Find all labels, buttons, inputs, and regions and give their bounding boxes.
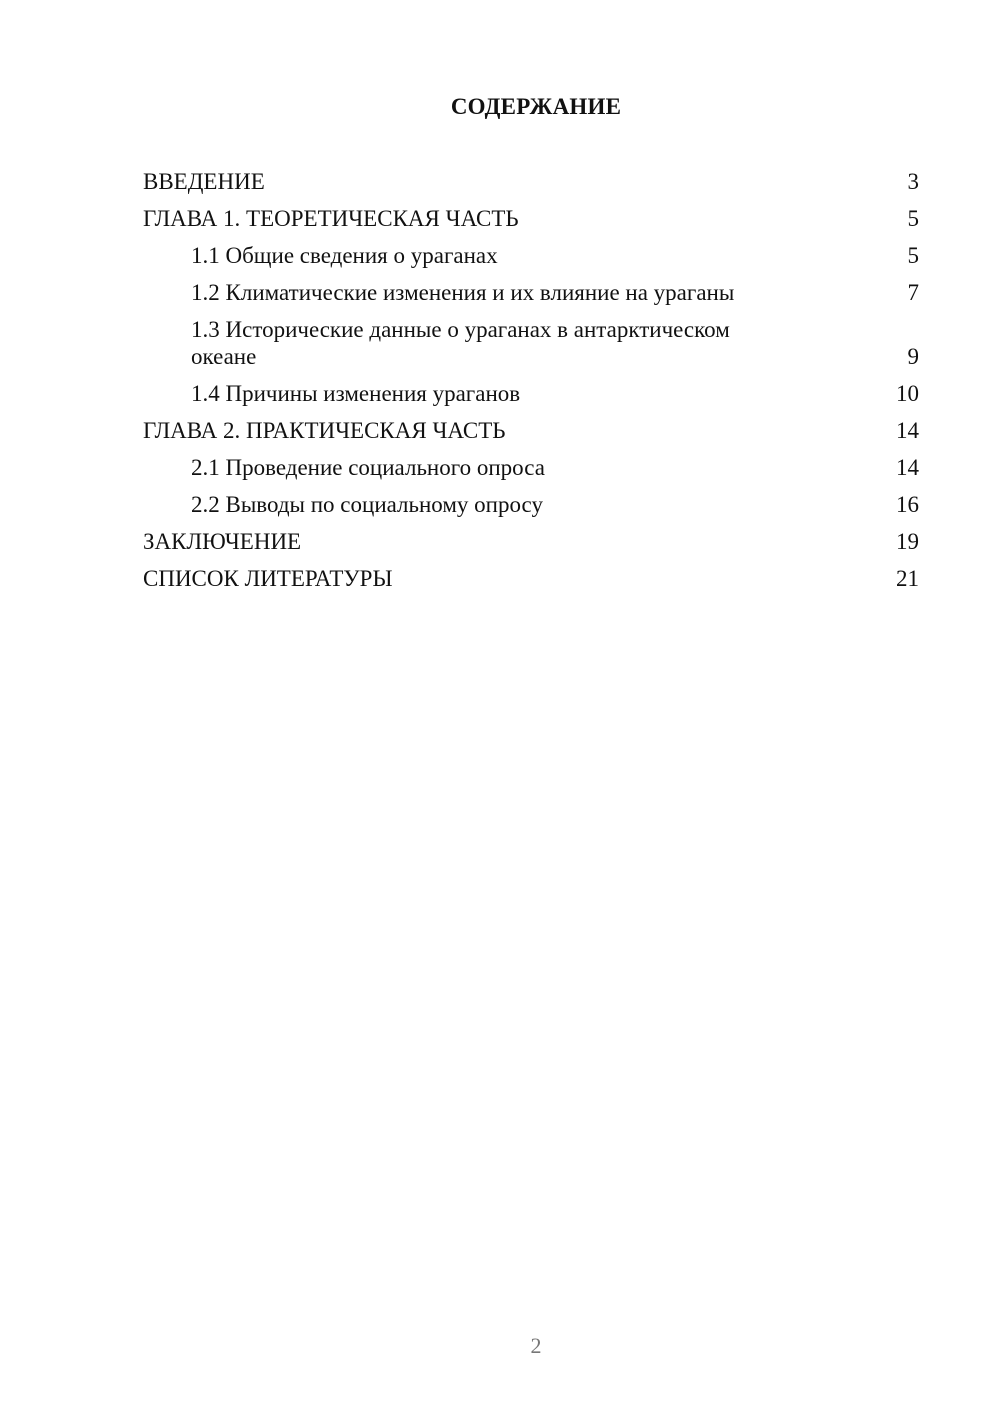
toc-entry-page: 3 <box>907 169 919 194</box>
toc-entry-page: 19 <box>896 529 919 554</box>
toc-entry-page: 10 <box>896 381 919 406</box>
toc-entry-title: 2.2 Выводы по социальному опросу <box>191 492 543 517</box>
toc-entry-page: 14 <box>896 418 919 443</box>
toc-entry-section-2-2[interactable] <box>143 491 919 518</box>
toc-entry-title: ЗАКЛЮЧЕНИЕ <box>143 529 302 554</box>
toc-entry-page: 14 <box>896 455 919 480</box>
toc-entry-title: ГЛАВА 2. ПРАКТИЧЕСКАЯ ЧАСТЬ <box>143 418 506 443</box>
page-title: СОДЕРЖАНИЕ <box>450 94 622 119</box>
toc-entry-title: 1.4 Причины изменения ураганов <box>191 381 521 406</box>
toc-entry-conclusion[interactable] <box>143 528 919 555</box>
toc-entry-title: 1.3 Исторические данные о ураганах в антарктическом океане <box>191 317 730 369</box>
toc-entry-introduction[interactable] <box>143 168 919 195</box>
table-of-contents <box>143 168 919 602</box>
toc-entry-page: 9 <box>907 344 919 369</box>
toc-entry-chapter-2[interactable] <box>143 417 919 444</box>
toc-entry-page: 21 <box>896 566 919 591</box>
toc-entry-bibliography[interactable] <box>143 565 919 592</box>
toc-entry-title: ВВЕДЕНИЕ <box>143 169 265 194</box>
toc-entry-section-1-2[interactable] <box>143 279 919 306</box>
toc-entry-title: 2.1 Проведение социального опроса <box>191 455 545 480</box>
toc-entry-title: ГЛАВА 1. ТЕОРЕТИЧЕСКАЯ ЧАСТЬ <box>143 206 519 231</box>
toc-entry-section-1-4[interactable] <box>143 380 919 407</box>
toc-entry-section-1-3[interactable] <box>143 316 919 370</box>
toc-entry-chapter-1[interactable] <box>143 205 919 232</box>
toc-entry-section-1-1[interactable] <box>143 242 919 269</box>
toc-entry-page: 5 <box>907 206 919 231</box>
toc-entry-title: 1.1 Общие сведения о ураганах <box>191 243 498 268</box>
toc-entry-title: 1.2 Климатические изменения и их влияние на ураганы <box>191 280 735 305</box>
toc-entry-section-2-1[interactable] <box>143 454 919 481</box>
toc-entry-page: 5 <box>907 243 919 268</box>
toc-entry-title: СПИСОК ЛИТЕРАТУРЫ <box>143 566 393 591</box>
toc-entry-page: 16 <box>896 492 919 517</box>
page-number: 2 <box>530 1333 542 1358</box>
toc-entry-page: 7 <box>907 280 919 305</box>
